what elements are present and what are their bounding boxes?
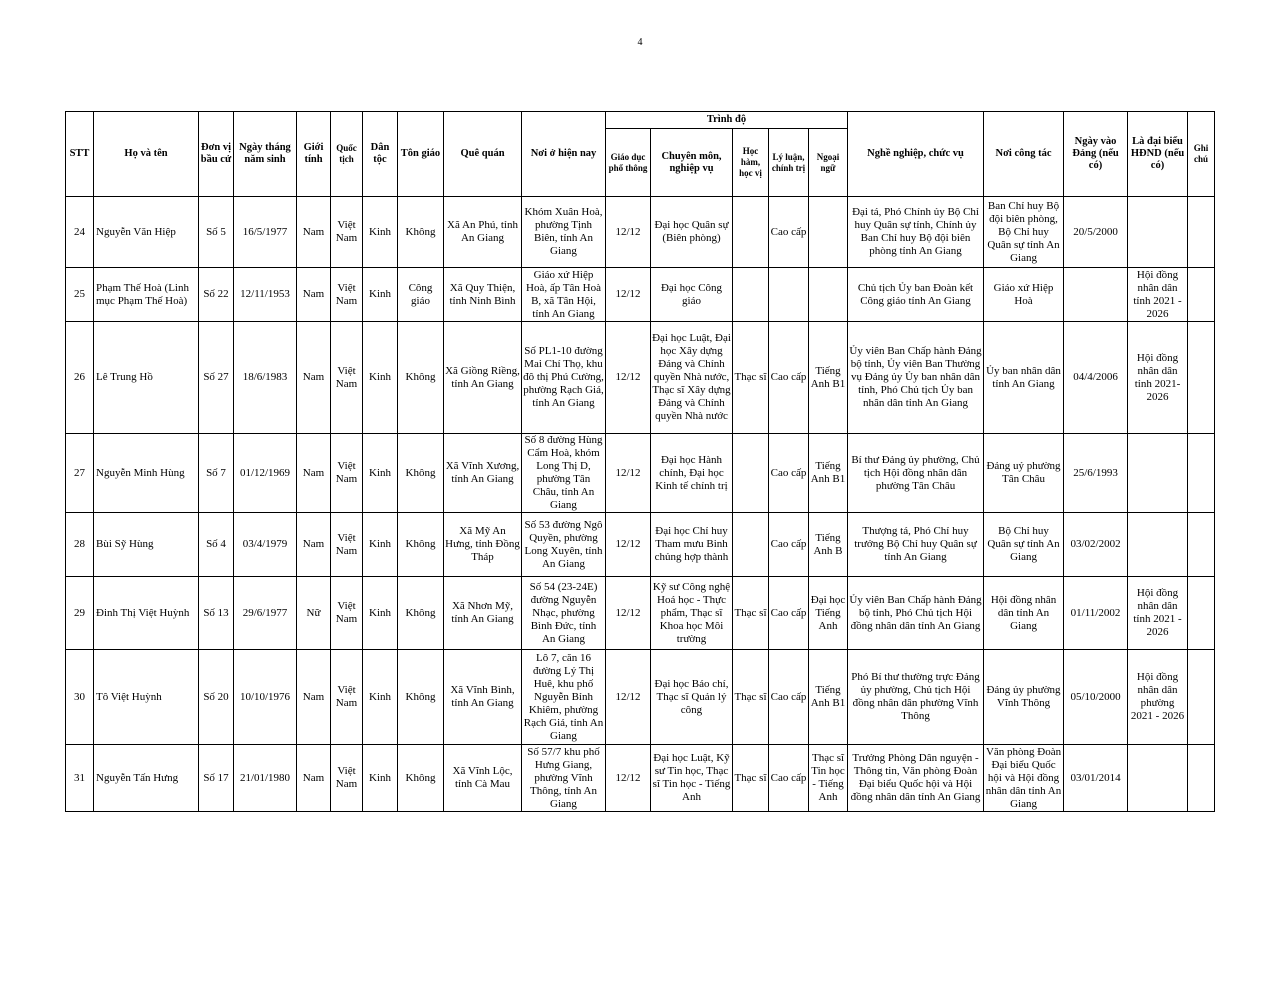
cell-major: Đại học Hành chính, Đại học Kinh tế chính trị	[651, 434, 733, 513]
cell-note	[1188, 268, 1215, 322]
cell-hdnd	[1128, 513, 1188, 577]
cell-gdpt: 12/12	[606, 322, 651, 434]
cell-occupation: Đại tá, Phó Chính ủy Bộ Chỉ huy Quân sự tỉnh, Chính ủy Ban Chỉ huy Bộ đội biên phòng tỉnh An Giang	[848, 197, 984, 268]
cell-dob: 10/10/1976	[234, 650, 297, 745]
cell-note	[1188, 197, 1215, 268]
cell-major: Đại học Luật, Đại học Xây dựng Đảng và Chính quyền Nhà nước, Thạc sĩ Xây dựng Đảng và Chính quyền Nhà nước	[651, 322, 733, 434]
cell-ethnicity: Kinh	[363, 197, 398, 268]
cell-party-date: 05/10/2000	[1064, 650, 1128, 745]
table-row	[66, 745, 1215, 812]
cell-stt: 26	[66, 322, 94, 434]
cell-unit: Số 22	[199, 268, 234, 322]
cell-workplace: Đảng ủy phường Vĩnh Thông	[984, 650, 1064, 745]
cell-gender: Nam	[297, 434, 331, 513]
cell-language	[809, 268, 848, 322]
header-workplace: Nơi công tác	[984, 112, 1064, 197]
header-gdpt: Giáo dục phổ thông	[606, 129, 651, 197]
cell-religion: Không	[398, 197, 444, 268]
cell-gdpt: 12/12	[606, 197, 651, 268]
cell-hometown: Xã Giồng Riềng, tỉnh An Giang	[444, 322, 522, 434]
cell-name: Nguyễn Tấn Hưng	[94, 745, 199, 812]
cell-major: Đại học Luật, Kỹ sư Tin học, Thạc sĩ Tin học - Tiếng Anh	[651, 745, 733, 812]
cell-politics	[769, 268, 809, 322]
cell-religion: Không	[398, 513, 444, 577]
cell-hometown: Xã Nhơn Mỹ, tỉnh An Giang	[444, 577, 522, 650]
cell-degree	[733, 513, 769, 577]
header-residence: Nơi ở hiện nay	[522, 112, 606, 197]
cell-hdnd	[1128, 745, 1188, 812]
cell-hdnd: Hội đồng nhân dân tỉnh 2021-2026	[1128, 322, 1188, 434]
cell-gdpt: 12/12	[606, 513, 651, 577]
cell-ethnicity: Kinh	[363, 434, 398, 513]
header-hometown: Quê quán	[444, 112, 522, 197]
cell-degree: Thạc sĩ	[733, 745, 769, 812]
cell-degree	[733, 268, 769, 322]
cell-name: Bùi Sỹ Hùng	[94, 513, 199, 577]
cell-language: Thạc sĩ Tin học - Tiếng Anh	[809, 745, 848, 812]
cell-politics: Cao cấp	[769, 197, 809, 268]
cell-nationality: Việt Nam	[331, 745, 363, 812]
cell-stt: 25	[66, 268, 94, 322]
cell-ethnicity: Kinh	[363, 513, 398, 577]
cell-language: Tiếng Anh B1	[809, 434, 848, 513]
cell-gender: Nam	[297, 268, 331, 322]
cell-nationality: Việt Nam	[331, 513, 363, 577]
cell-name: Nguyễn Văn Hiệp	[94, 197, 199, 268]
cell-party-date: 01/11/2002	[1064, 577, 1128, 650]
page-number: 4	[637, 37, 643, 48]
cell-note	[1188, 577, 1215, 650]
cell-party-date	[1064, 268, 1128, 322]
cell-gender: Nam	[297, 650, 331, 745]
cell-name: Tô Việt Huỳnh	[94, 650, 199, 745]
cell-workplace: Văn phòng Đoàn Đại biểu Quốc hội và Hội đồng nhân dân tỉnh An Giang	[984, 745, 1064, 812]
cell-hometown: Xã An Phú, tỉnh An Giang	[444, 197, 522, 268]
candidate-table	[65, 111, 1215, 812]
cell-dob: 03/4/1979	[234, 513, 297, 577]
header-language: Ngoại ngữ	[809, 129, 848, 197]
cell-degree	[733, 197, 769, 268]
cell-unit: Số 7	[199, 434, 234, 513]
cell-unit: Số 27	[199, 322, 234, 434]
cell-workplace: Hội đồng nhân dân tỉnh An Giang	[984, 577, 1064, 650]
cell-stt: 28	[66, 513, 94, 577]
cell-religion: Không	[398, 434, 444, 513]
cell-stt: 24	[66, 197, 94, 268]
cell-residence: Số 57/7 khu phố Hưng Giang, phường Vĩnh Thông, tỉnh An Giang	[522, 745, 606, 812]
cell-nationality: Việt Nam	[331, 268, 363, 322]
cell-party-date: 03/01/2014	[1064, 745, 1128, 812]
cell-unit: Số 5	[199, 197, 234, 268]
cell-dob: 01/12/1969	[234, 434, 297, 513]
cell-nationality: Việt Nam	[331, 577, 363, 650]
cell-residence: Lô 7, căn 16 đường Lý Thị Huê, khu phố Nguyễn Bỉnh Khiêm, phường Rạch Giá, tỉnh An Giang	[522, 650, 606, 745]
cell-politics: Cao cấp	[769, 322, 809, 434]
cell-ethnicity: Kinh	[363, 650, 398, 745]
header-education: Trình độ	[606, 112, 848, 129]
cell-hdnd: Hội đồng nhân dân tỉnh 2021 - 2026	[1128, 268, 1188, 322]
header-politics: Lý luận, chính trị	[769, 129, 809, 197]
cell-politics: Cao cấp	[769, 650, 809, 745]
table-row	[66, 434, 1215, 513]
cell-residence: Giáo xứ Hiệp Hoà, ấp Tân Hoà B, xã Tân Hội, tỉnh An Giang	[522, 268, 606, 322]
cell-occupation: Chủ tịch Ủy ban Đoàn kết Công giáo tỉnh An Giang	[848, 268, 984, 322]
header-hdnd: Là đại biểu HĐND (nếu có)	[1128, 112, 1188, 197]
cell-residence: Khóm Xuân Hoà, phường Tịnh Biên, tỉnh An Giang	[522, 197, 606, 268]
cell-dob: 18/6/1983	[234, 322, 297, 434]
cell-language: Tiếng Anh B1	[809, 322, 848, 434]
cell-gender: Nam	[297, 745, 331, 812]
header-dob: Ngày tháng năm sinh	[234, 112, 297, 197]
cell-gdpt: 12/12	[606, 434, 651, 513]
cell-ethnicity: Kinh	[363, 268, 398, 322]
cell-hdnd: Hội đồng nhân dân tỉnh 2021 - 2026	[1128, 577, 1188, 650]
cell-workplace: Ủy ban nhân dân tỉnh An Giang	[984, 322, 1064, 434]
cell-stt: 31	[66, 745, 94, 812]
cell-dob: 16/5/1977	[234, 197, 297, 268]
cell-gender: Nam	[297, 197, 331, 268]
cell-occupation: Bí thư Đảng ủy phường, Chủ tịch Hội đồng nhân dân phường Tân Châu	[848, 434, 984, 513]
cell-politics: Cao cấp	[769, 745, 809, 812]
cell-note	[1188, 745, 1215, 812]
cell-note	[1188, 513, 1215, 577]
cell-hometown: Xã Vĩnh Lộc, tỉnh Cà Mau	[444, 745, 522, 812]
header-gender: Giới tính	[297, 112, 331, 197]
cell-nationality: Việt Nam	[331, 434, 363, 513]
cell-degree: Thạc sĩ	[733, 650, 769, 745]
cell-nationality: Việt Nam	[331, 650, 363, 745]
cell-name: Đinh Thị Việt Huỳnh	[94, 577, 199, 650]
cell-gdpt: 12/12	[606, 650, 651, 745]
cell-gdpt: 12/12	[606, 745, 651, 812]
header-major: Chuyên môn, nghiệp vụ	[651, 129, 733, 197]
cell-religion: Công giáo	[398, 268, 444, 322]
cell-stt: 29	[66, 577, 94, 650]
cell-gender: Nam	[297, 513, 331, 577]
cell-hometown: Xã Vĩnh Bình, tỉnh An Giang	[444, 650, 522, 745]
cell-hometown: Xã Mỹ An Hưng, tỉnh Đồng Tháp	[444, 513, 522, 577]
table-row	[66, 577, 1215, 650]
cell-party-date: 03/02/2002	[1064, 513, 1128, 577]
cell-gdpt: 12/12	[606, 577, 651, 650]
cell-occupation: Thượng tá, Phó Chỉ huy trưởng Bộ Chỉ huy Quân sự tỉnh An Giang	[848, 513, 984, 577]
cell-major: Đại học Công giáo	[651, 268, 733, 322]
header-ethnicity: Dân tộc	[363, 112, 398, 197]
cell-workplace: Đảng uỷ phường Tân Châu	[984, 434, 1064, 513]
cell-stt: 27	[66, 434, 94, 513]
cell-party-date: 04/4/2006	[1064, 322, 1128, 434]
cell-stt: 30	[66, 650, 94, 745]
cell-religion: Không	[398, 577, 444, 650]
cell-residence: Số 8 đường Hùng Cẩm Hoà, khóm Long Thị D, phường Tân Châu, tỉnh An Giang	[522, 434, 606, 513]
cell-degree: Thạc sĩ	[733, 322, 769, 434]
cell-note	[1188, 650, 1215, 745]
cell-dob: 29/6/1977	[234, 577, 297, 650]
table-row	[66, 197, 1215, 268]
table-header	[66, 112, 1215, 197]
cell-name: Lê Trung Hồ	[94, 322, 199, 434]
cell-name: Nguyễn Minh Hùng	[94, 434, 199, 513]
cell-language: Tiếng Anh B	[809, 513, 848, 577]
cell-ethnicity: Kinh	[363, 745, 398, 812]
header-note: Ghi chú	[1188, 112, 1215, 197]
cell-politics: Cao cấp	[769, 434, 809, 513]
cell-note	[1188, 434, 1215, 513]
cell-name: Phạm Thế Hoà (Linh mục Phạm Thế Hoà)	[94, 268, 199, 322]
cell-ethnicity: Kinh	[363, 322, 398, 434]
header-religion: Tôn giáo	[398, 112, 444, 197]
header-stt: STT	[66, 112, 94, 197]
cell-nationality: Việt Nam	[331, 322, 363, 434]
cell-dob: 12/11/1953	[234, 268, 297, 322]
cell-occupation: Phó Bí thư thường trực Đảng ủy phường, Chủ tịch Hội đồng nhân dân phường Vĩnh Thông	[848, 650, 984, 745]
cell-hometown: Xã Quy Thiện, tỉnh Ninh Bình	[444, 268, 522, 322]
cell-residence: Số 53 đường Ngô Quyền, phường Long Xuyên, tỉnh An Giang	[522, 513, 606, 577]
cell-gender: Nữ	[297, 577, 331, 650]
cell-gdpt: 12/12	[606, 268, 651, 322]
header-row	[66, 112, 1215, 129]
cell-hdnd	[1128, 434, 1188, 513]
cell-unit: Số 20	[199, 650, 234, 745]
cell-residence: Số 54 (23-24E) đường Nguyễn Nhạc, phường Bình Đức, tỉnh An Giang	[522, 577, 606, 650]
cell-ethnicity: Kinh	[363, 577, 398, 650]
cell-language: Tiếng Anh B1	[809, 650, 848, 745]
header-nationality: Quốc tịch	[331, 112, 363, 197]
header-degree: Học hàm, học vị	[733, 129, 769, 197]
cell-unit: Số 4	[199, 513, 234, 577]
cell-religion: Không	[398, 650, 444, 745]
cell-nationality: Việt Nam	[331, 197, 363, 268]
header-party-date: Ngày vào Đảng (nếu có)	[1064, 112, 1128, 197]
cell-hdnd	[1128, 197, 1188, 268]
cell-politics: Cao cấp	[769, 577, 809, 650]
cell-language	[809, 197, 848, 268]
cell-gender: Nam	[297, 322, 331, 434]
cell-language: Đại học Tiếng Anh	[809, 577, 848, 650]
cell-religion: Không	[398, 322, 444, 434]
cell-major: Đại học Báo chí, Thạc sĩ Quản lý công	[651, 650, 733, 745]
cell-occupation: Ủy viên Ban Chấp hành Đảng bộ tỉnh, Phó Chủ tịch Hội đồng nhân dân tỉnh An Giang	[848, 577, 984, 650]
header-occupation: Nghề nghiệp, chức vụ	[848, 112, 984, 197]
cell-degree	[733, 434, 769, 513]
table-row	[66, 268, 1215, 322]
cell-hometown: Xã Vĩnh Xương, tỉnh An Giang	[444, 434, 522, 513]
table-row	[66, 650, 1215, 745]
cell-unit: Số 13	[199, 577, 234, 650]
cell-major: Đại học Quân sự (Biên phòng)	[651, 197, 733, 268]
cell-workplace: Giáo xứ Hiệp Hoà	[984, 268, 1064, 322]
table-row	[66, 513, 1215, 577]
cell-note	[1188, 322, 1215, 434]
cell-residence: Số PL1-10 đường Mai Chí Thọ, khu đô thị Phú Cường, phường Rạch Giá, tỉnh An Giang	[522, 322, 606, 434]
cell-occupation: Ủy viên Ban Chấp hành Đảng bộ tỉnh, Ủy viên Ban Thường vụ Đảng ủy Ủy ban nhân dân tỉnh, Phó Chủ tịch Ủy ban nhân dân tỉnh An Giang	[848, 322, 984, 434]
header-unit: Đơn vị bầu cử	[199, 112, 234, 197]
table-row	[66, 322, 1215, 434]
cell-dob: 21/01/1980	[234, 745, 297, 812]
cell-politics: Cao cấp	[769, 513, 809, 577]
cell-workplace: Bộ Chỉ huy Quân sự tỉnh An Giang	[984, 513, 1064, 577]
cell-religion: Không	[398, 745, 444, 812]
cell-major: Đại học Chỉ huy Tham mưu Binh chủng hợp thành	[651, 513, 733, 577]
cell-unit: Số 17	[199, 745, 234, 812]
cell-major: Kỹ sư Công nghệ Hoá học - Thực phẩm, Thạc sĩ Khoa học Môi trường	[651, 577, 733, 650]
cell-occupation: Trưởng Phòng Dân nguyện - Thông tin, Văn phòng Đoàn Đại biểu Quốc hội và Hội đồng nhân dân tỉnh An Giang	[848, 745, 984, 812]
cell-degree: Thạc sĩ	[733, 577, 769, 650]
cell-hdnd: Hội đồng nhân dân phường 2021 - 2026	[1128, 650, 1188, 745]
cell-workplace: Ban Chỉ huy Bộ đội biên phòng, Bộ Chỉ huy Quân sự tỉnh An Giang	[984, 197, 1064, 268]
table-body	[66, 197, 1215, 812]
cell-party-date: 20/5/2000	[1064, 197, 1128, 268]
header-name: Họ và tên	[94, 112, 199, 197]
cell-party-date: 25/6/1993	[1064, 434, 1128, 513]
